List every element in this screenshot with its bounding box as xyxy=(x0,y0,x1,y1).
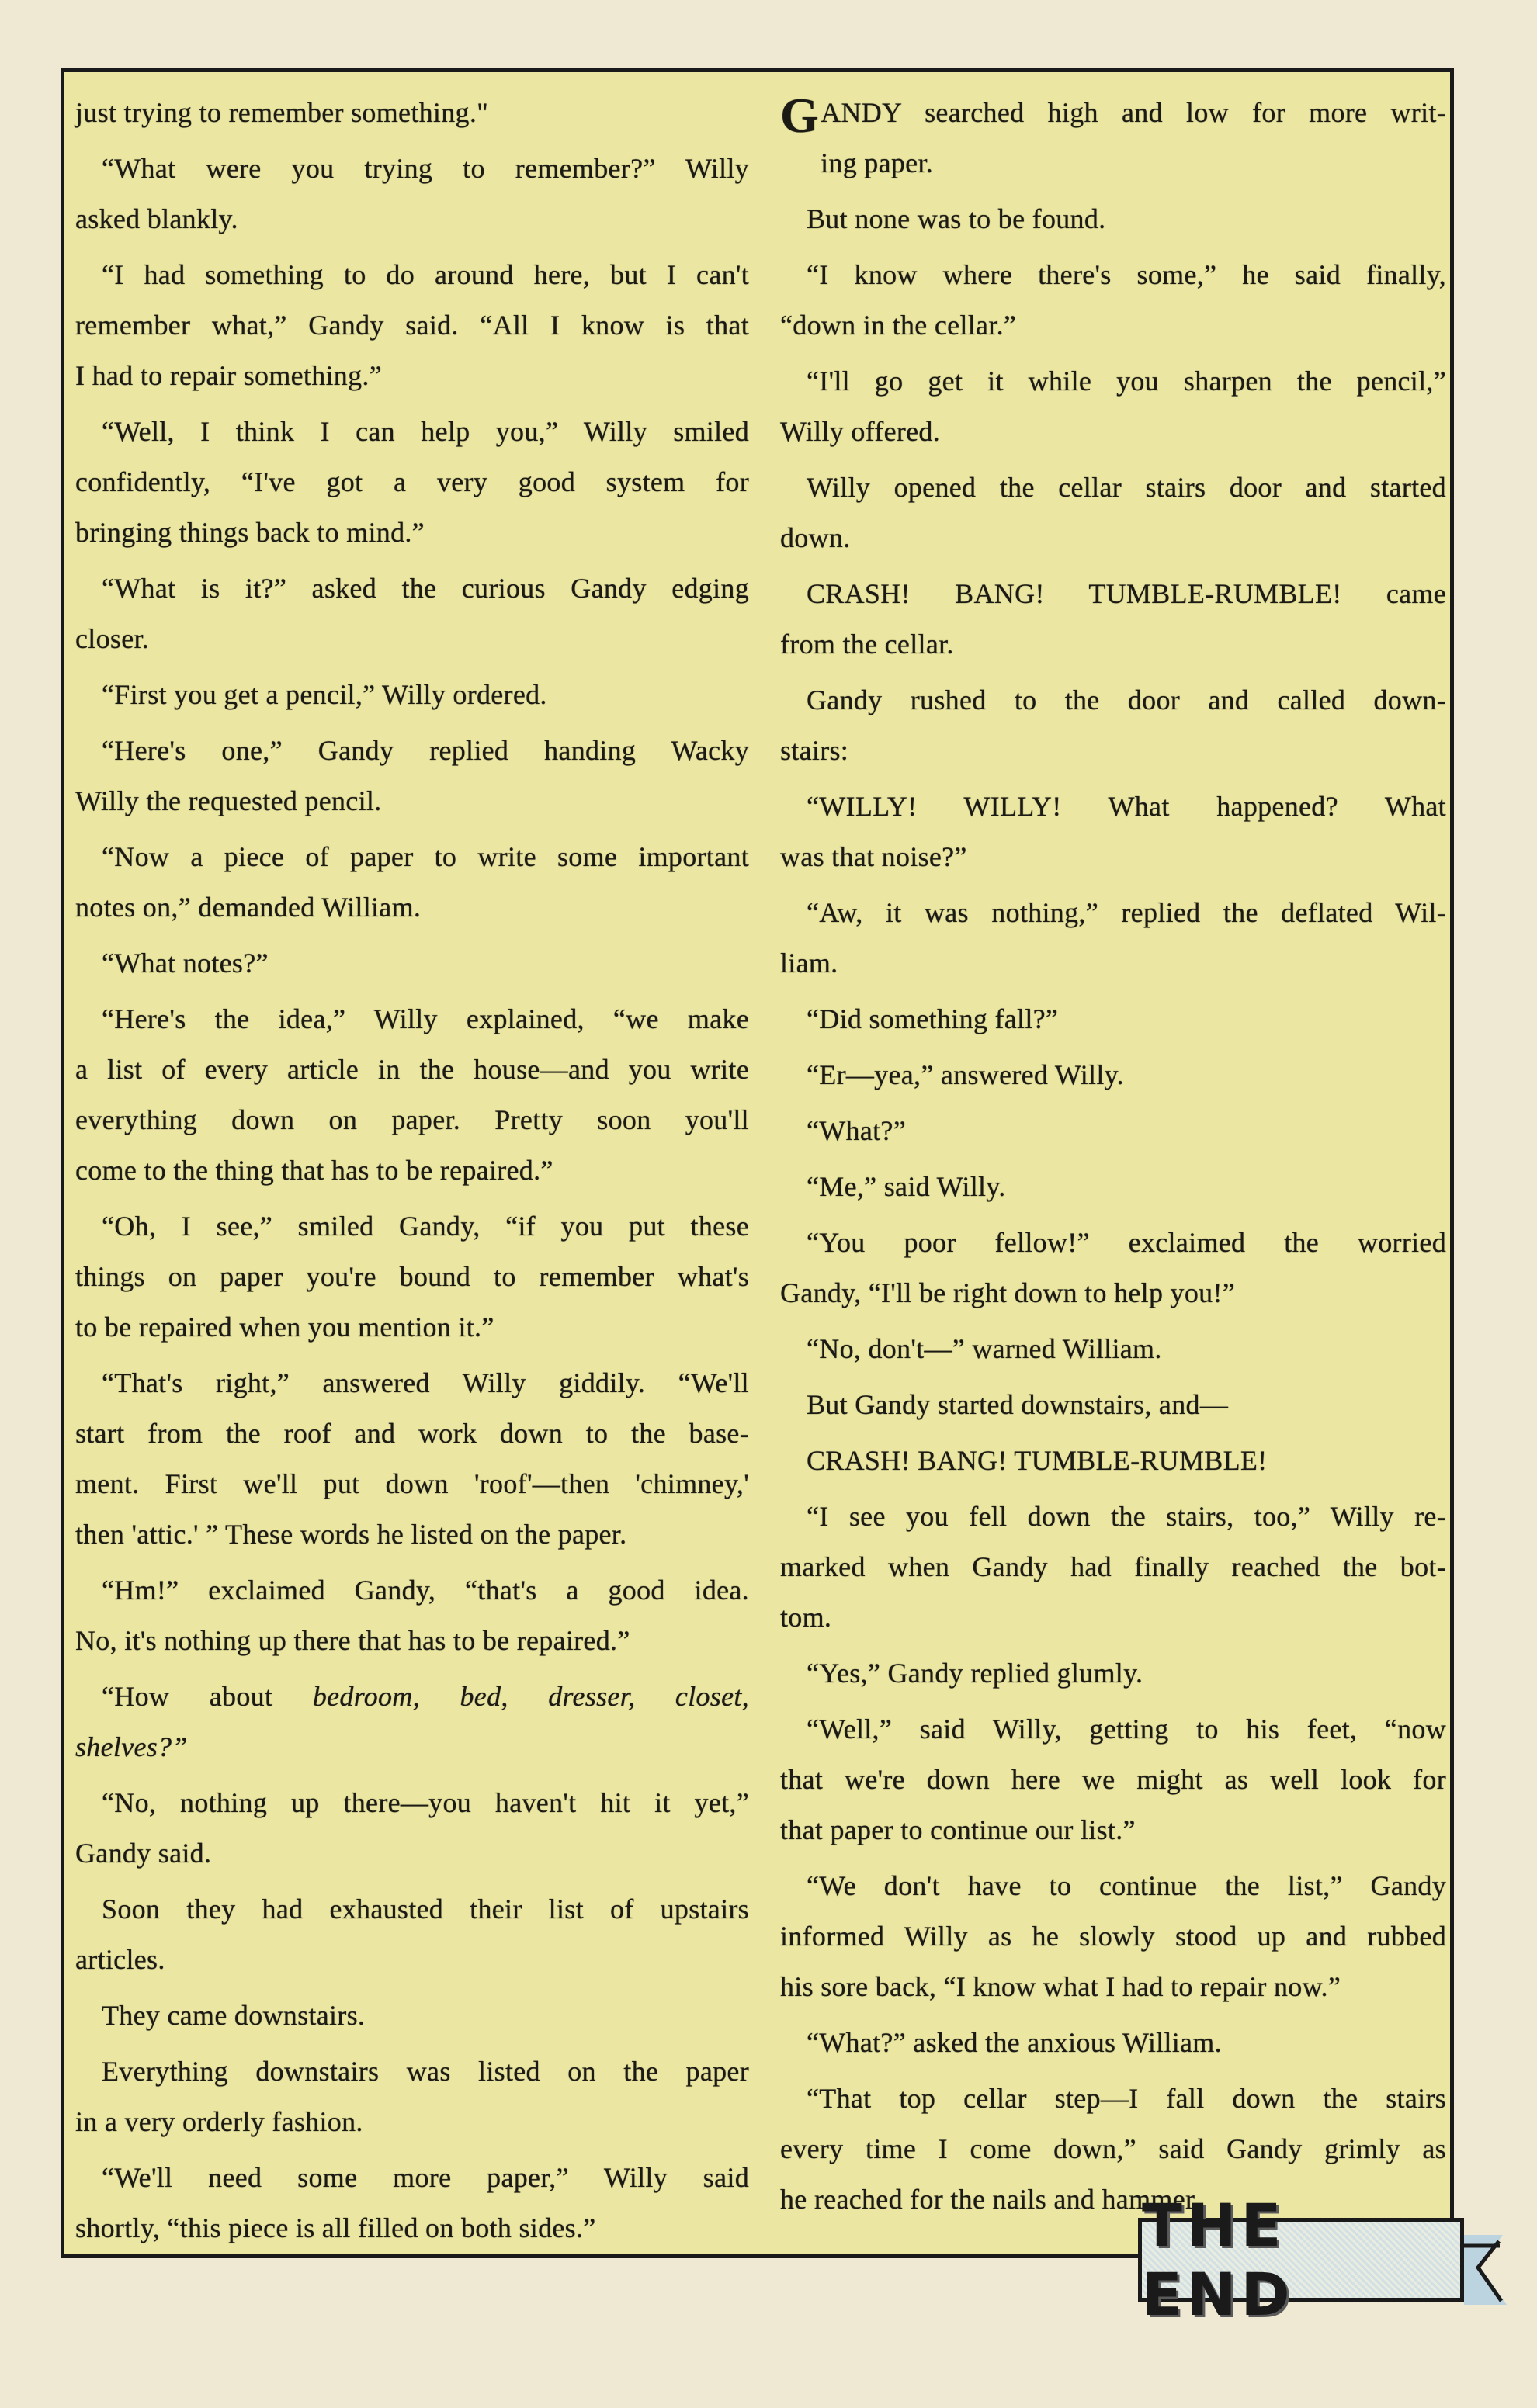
paragraph xyxy=(75,144,749,244)
text-line xyxy=(75,1459,749,1509)
paragraph xyxy=(75,1201,749,1353)
line-text: “Now a piece of paper to write some important xyxy=(102,841,749,872)
line-text: “I'll go get it while you sharpen the pencil,” xyxy=(807,366,1446,397)
paragraph xyxy=(75,1358,749,1560)
text-line xyxy=(780,2018,1446,2068)
text-line xyxy=(780,832,1446,882)
text-line xyxy=(780,1861,1446,1911)
line-text: remember what,” Gandy said. “All I know is that xyxy=(75,310,749,341)
line-text: come to the thing that has to be repaired.” xyxy=(75,1155,553,1186)
line-text: was that noise?” xyxy=(780,841,967,872)
the-end-banner xyxy=(1138,2191,1464,2329)
text-line xyxy=(75,457,749,508)
paragraph xyxy=(780,888,1446,989)
line-text: then 'attic.' ” These words he listed on the paper. xyxy=(75,1519,627,1550)
text-line xyxy=(780,1436,1446,1486)
line-text: Gandy, “I'll be right down to help you!” xyxy=(780,1277,1236,1308)
italic-text: shelves?” xyxy=(75,1731,188,1762)
line-text: “What is it?” asked the curious Gandy edging xyxy=(102,573,749,604)
text-line xyxy=(75,776,749,826)
text-line xyxy=(75,250,749,300)
paragraph xyxy=(780,1704,1446,1855)
line-text: They came downstairs. xyxy=(102,2000,366,2031)
paragraph xyxy=(780,1492,1446,1643)
paragraph xyxy=(75,407,749,558)
text-line xyxy=(780,194,1446,244)
text-line xyxy=(780,1162,1446,1212)
paragraph xyxy=(780,569,1446,670)
text-line xyxy=(75,194,749,244)
text-line xyxy=(75,670,749,720)
text-line xyxy=(780,356,1446,407)
text-line xyxy=(780,1324,1446,1374)
line-text: Gandy rushed to the door and called down- xyxy=(807,684,1446,715)
text-line xyxy=(75,1302,749,1353)
line-text: ing paper. xyxy=(821,147,934,178)
text-line xyxy=(75,1045,749,1095)
line-text: “Oh, I see,” smiled Gandy, “if you put these xyxy=(102,1211,749,1242)
line-text: “What notes?” xyxy=(102,948,269,979)
paragraph xyxy=(780,1380,1446,1430)
line-text: “We don't have to continue the list,” Gandy xyxy=(807,1870,1446,1901)
text-line xyxy=(75,1828,749,1879)
line-text: “Me,” said Willy. xyxy=(807,1171,1006,1202)
text-line xyxy=(75,938,749,989)
line-text: CRASH! BANG! TUMBLE-RUMBLE! xyxy=(807,1445,1268,1476)
story-text-panel xyxy=(61,68,1454,2258)
text-line xyxy=(75,1509,749,1560)
text-line xyxy=(75,1672,749,1722)
paragraph xyxy=(780,1324,1446,1374)
paragraph xyxy=(780,1162,1446,1212)
text-line xyxy=(780,1648,1446,1699)
paragraph xyxy=(780,1861,1446,2012)
text-line xyxy=(780,888,1446,938)
line-text: shortly, “this piece is all filled on both sides.” xyxy=(75,2212,596,2243)
line-text: No, it's nothing up there that has to be repaired.” xyxy=(75,1625,630,1656)
line-text: Soon they had exhausted their list of upstairs xyxy=(102,1893,749,1925)
text-line xyxy=(780,1755,1446,1805)
line-text: that paper to continue our list.” xyxy=(780,1814,1136,1845)
text-line xyxy=(75,726,749,776)
line-text: ment. First we'll put down 'roof'—then 'chimney,' xyxy=(75,1468,749,1499)
text-line xyxy=(75,1252,749,1302)
line-text: Gandy said. xyxy=(75,1838,212,1869)
paragraph xyxy=(780,1106,1446,1156)
text-line xyxy=(75,88,749,138)
text-line xyxy=(780,88,1446,143)
paragraph xyxy=(75,563,749,664)
paragraph xyxy=(75,1884,749,1985)
line-text: “I know where there's some,” he said finally, xyxy=(807,259,1446,290)
line-text: notes on,” demanded William. xyxy=(75,892,422,923)
line-text: “That top cellar step—I fall down the stairs xyxy=(807,2083,1446,2114)
line-text: “down in the cellar.” xyxy=(780,310,1017,341)
text-line xyxy=(75,1722,749,1772)
italic-text: bedroom, bed, dresser, closet, xyxy=(312,1681,749,1712)
line-text: But Gandy started downstairs, and— xyxy=(807,1389,1229,1420)
paragraph xyxy=(75,2153,749,2254)
line-text: from the cellar. xyxy=(780,629,954,660)
line-text: “That's right,” answered Willy giddily. “We'll xyxy=(102,1367,749,1398)
paragraph xyxy=(75,938,749,989)
line-text: that we're down here we might as well look for xyxy=(780,1764,1446,1795)
text-line xyxy=(75,351,749,401)
line-text: “Did something fall?” xyxy=(807,1003,1059,1034)
paragraph xyxy=(75,1565,749,1666)
line-text: Willy offered. xyxy=(780,416,941,447)
text-line xyxy=(780,1050,1446,1100)
line-text: everything down on paper. Pretty soon you'll xyxy=(75,1104,749,1135)
line-text: articles. xyxy=(75,1944,165,1975)
line-text: confidently, “I've got a very good system for xyxy=(75,466,749,497)
paragraph xyxy=(780,194,1446,244)
paragraph xyxy=(780,781,1446,882)
line-text: his sore back, “I know what I had to repair now.” xyxy=(780,1971,1341,2002)
line-text: CRASH! BANG! TUMBLE-RUMBLE! came xyxy=(807,578,1446,609)
text-line xyxy=(75,2046,749,2097)
line-text: “Aw, it was nothing,” replied the deflated Wil- xyxy=(807,897,1446,928)
paragraph xyxy=(780,675,1446,776)
line-text: “We'll need some more paper,” Willy said xyxy=(102,2162,749,2193)
line-text: start from the roof and work down to the base- xyxy=(75,1418,749,1449)
paragraph xyxy=(75,994,749,1196)
line-text: “How about xyxy=(102,1681,313,1712)
line-text: tom. xyxy=(780,1602,832,1633)
text-line xyxy=(780,1805,1446,1855)
text-line xyxy=(780,1592,1446,1643)
line-text: “No, don't—” warned William. xyxy=(807,1333,1162,1364)
text-line xyxy=(780,300,1446,351)
text-line xyxy=(780,938,1446,989)
line-text: “What were you trying to remember?” Willy xyxy=(102,153,749,184)
line-text: “Here's the idea,” Willy explained, “we make xyxy=(102,1003,749,1034)
line-text: things on paper you're bound to remember what's xyxy=(75,1261,749,1292)
paragraph xyxy=(780,463,1446,563)
line-text: “I had something to do around here, but I can't xyxy=(102,259,749,290)
text-line xyxy=(75,1145,749,1196)
text-line xyxy=(75,407,749,457)
text-line xyxy=(780,2124,1446,2174)
text-line xyxy=(75,832,749,882)
text-line xyxy=(75,2153,749,2203)
text-line xyxy=(75,1935,749,1985)
text-line xyxy=(780,781,1446,832)
text-line xyxy=(780,407,1446,457)
line-text: closer. xyxy=(75,623,150,654)
text-line xyxy=(75,614,749,664)
right-text-column xyxy=(780,88,1446,2225)
text-line xyxy=(75,1778,749,1828)
text-line xyxy=(75,1201,749,1252)
line-text: a list of every article in the house—and you write xyxy=(75,1054,749,1085)
paragraph xyxy=(780,356,1446,457)
text-line xyxy=(780,1542,1446,1592)
text-line xyxy=(75,300,749,351)
line-text: he reached for the nails and hammer. xyxy=(780,2184,1201,2215)
paragraph xyxy=(780,994,1446,1045)
paragraph xyxy=(780,1218,1446,1318)
line-text: “Here's one,” Gandy replied handing Wacky xyxy=(102,735,749,766)
line-text: I had to repair something.” xyxy=(75,360,382,391)
text-line xyxy=(75,1095,749,1145)
paragraph xyxy=(75,1672,749,1772)
text-line xyxy=(75,882,749,933)
text-line xyxy=(780,1492,1446,1542)
line-text: “You poor fellow!” exclaimed the worried xyxy=(807,1227,1446,1258)
text-line xyxy=(780,1106,1446,1156)
line-text: marked when Gandy had finally reached the bot- xyxy=(780,1551,1446,1582)
paragraph xyxy=(75,2046,749,2147)
line-text: liam. xyxy=(780,948,838,979)
line-text: to be repaired when you mention it.” xyxy=(75,1311,494,1343)
line-text: “No, nothing up there—you haven't hit it yet,” xyxy=(102,1787,749,1818)
line-text: “What?” asked the anxious William. xyxy=(807,2027,1222,2058)
text-line xyxy=(780,1380,1446,1430)
banner-ribbon-icon xyxy=(1464,2235,1511,2305)
paragraph xyxy=(75,88,749,138)
line-text: ANDY searched high and low for more writ- xyxy=(821,97,1446,128)
paragraph xyxy=(780,1648,1446,1699)
text-line xyxy=(780,994,1446,1045)
paragraph xyxy=(75,250,749,401)
text-line xyxy=(75,1990,749,2041)
text-line xyxy=(780,619,1446,670)
line-text: But none was to be found. xyxy=(807,203,1106,234)
text-line xyxy=(780,250,1446,300)
paragraph xyxy=(75,726,749,826)
line-text: bringing things back to mind.” xyxy=(75,517,425,548)
line-text: “Yes,” Gandy replied glumly. xyxy=(807,1658,1143,1689)
text-line xyxy=(780,675,1446,726)
text-line xyxy=(780,1911,1446,1962)
text-line xyxy=(75,1884,749,1935)
line-text: “Hm!” exclaimed Gandy, “that's a good idea. xyxy=(102,1575,749,1606)
line-text: “I see you fell down the stairs, too,” Willy re- xyxy=(807,1501,1446,1532)
left-text-column xyxy=(75,88,749,2254)
text-line xyxy=(780,1704,1446,1755)
text-line xyxy=(75,2203,749,2254)
line-text: “Well,” said Willy, getting to his feet, “now xyxy=(807,1713,1446,1745)
text-line xyxy=(780,1218,1446,1268)
paragraph xyxy=(75,1990,749,2041)
text-line xyxy=(75,144,749,194)
line-text: informed Willy as he slowly stood up and rubbed xyxy=(780,1921,1446,1952)
line-text: down. xyxy=(780,522,851,553)
text-line xyxy=(780,463,1446,513)
line-text: stairs: xyxy=(780,735,849,766)
text-line xyxy=(780,569,1446,619)
text-line xyxy=(780,1962,1446,2012)
text-line xyxy=(780,138,1446,189)
paragraph xyxy=(75,1778,749,1879)
text-line xyxy=(75,1616,749,1666)
paragraph xyxy=(75,670,749,720)
line-text: Everything downstairs was listed on the paper xyxy=(102,2056,749,2087)
line-text: “First you get a pencil,” Willy ordered. xyxy=(102,679,547,710)
text-line xyxy=(75,1565,749,1616)
line-text: “WILLY! WILLY! What happened? What xyxy=(807,791,1446,822)
the-end-label: THE END xyxy=(1142,2191,1295,2329)
line-text: just trying to remember something." xyxy=(75,97,489,128)
paragraph xyxy=(75,832,749,933)
text-line xyxy=(75,508,749,558)
text-line xyxy=(780,1268,1446,1318)
paragraph xyxy=(780,2018,1446,2068)
line-text: Willy opened the cellar stairs door and started xyxy=(807,472,1446,503)
paragraph xyxy=(780,88,1446,189)
paragraph xyxy=(780,1050,1446,1100)
drop-cap: G xyxy=(780,88,820,143)
line-text: every time I come down,” said Gandy grimly as xyxy=(780,2133,1446,2164)
line-text: “Well, I think I can help you,” Willy smiled xyxy=(102,416,749,447)
line-text: asked blankly. xyxy=(75,203,238,234)
text-line xyxy=(75,1358,749,1408)
text-line xyxy=(780,513,1446,563)
line-text: “What?” xyxy=(807,1115,906,1146)
line-text: “Er—yea,” answered Willy. xyxy=(807,1059,1124,1090)
text-line xyxy=(75,994,749,1045)
text-line xyxy=(780,726,1446,776)
line-text: in a very orderly fashion. xyxy=(75,2106,363,2137)
text-line xyxy=(780,2074,1446,2124)
text-line xyxy=(75,1408,749,1459)
line-text: Willy the requested pencil. xyxy=(75,785,382,816)
paragraph xyxy=(780,250,1446,351)
paragraph xyxy=(780,1436,1446,1486)
text-line xyxy=(75,563,749,614)
text-line xyxy=(75,2097,749,2147)
